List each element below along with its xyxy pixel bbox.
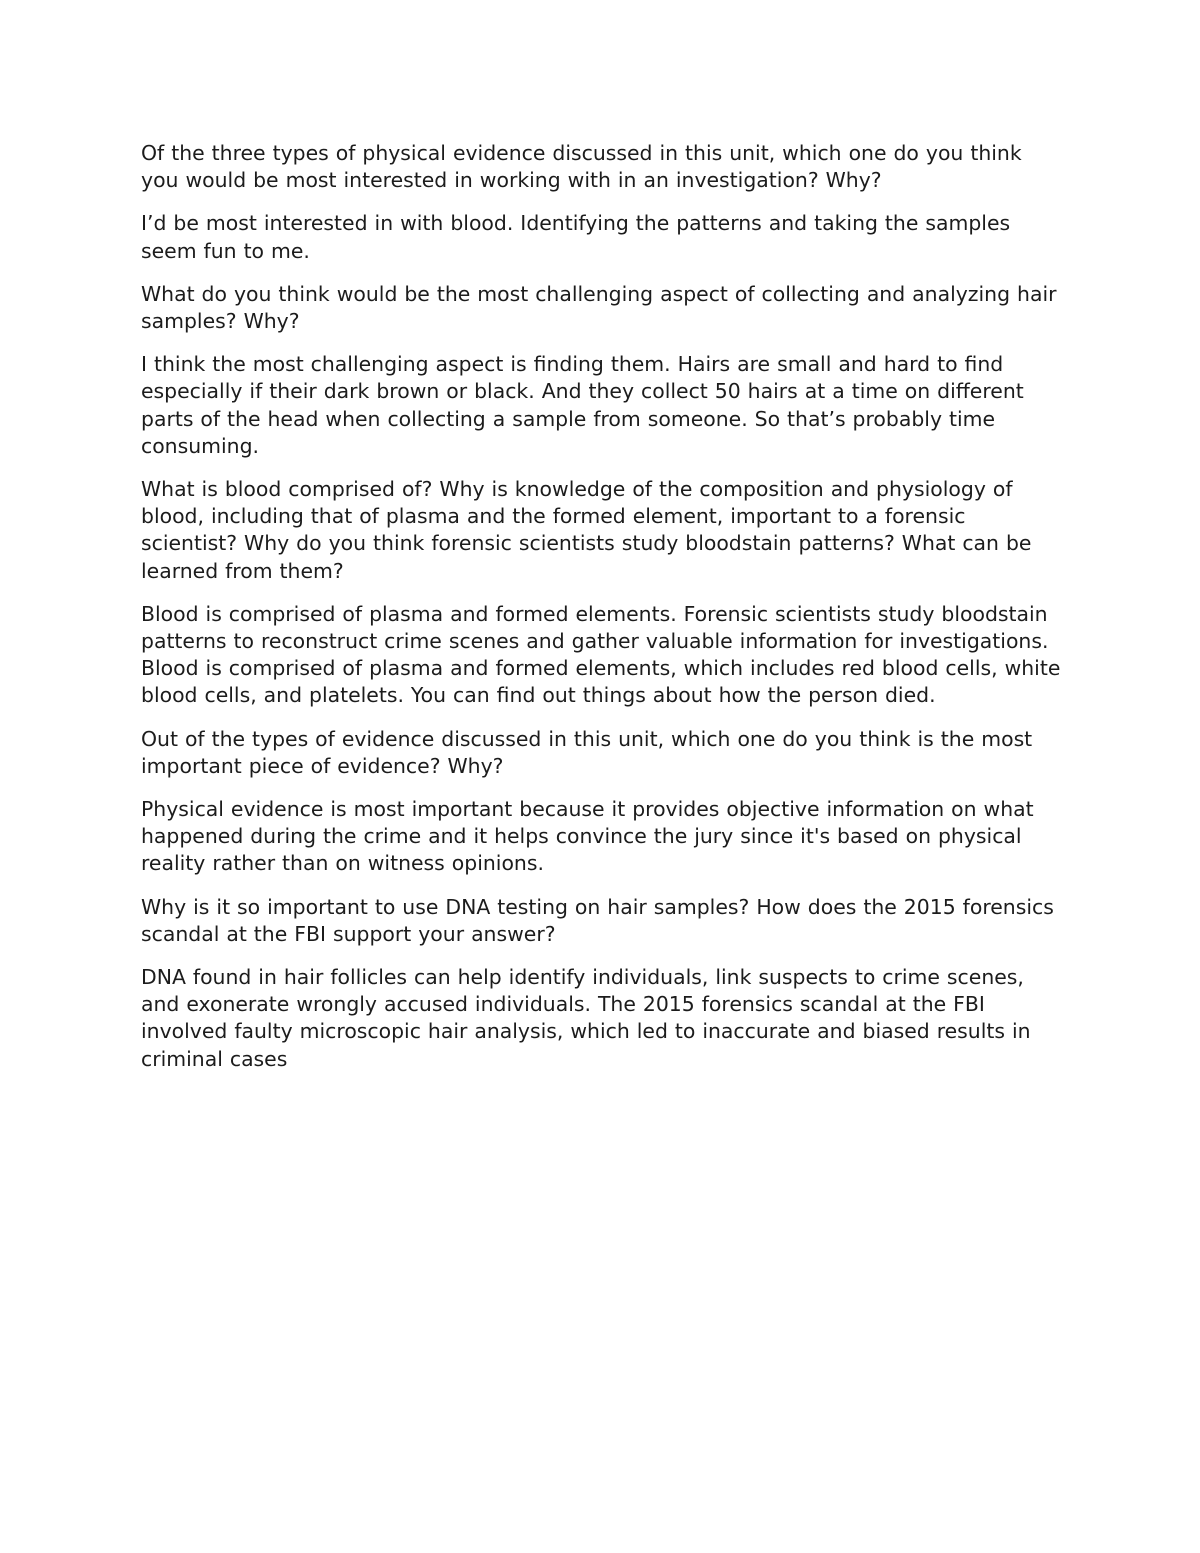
document-body	[141, 140, 1066, 1089]
answer-3: Blood is comprised of plasma and formed elements. Forensic scientists study bloodstain patterns to reconstruct crime scenes and gather valuable information for investigations. Blood is comprised of plasma and formed elements, which includes red blood cells, white blood cells, and platelets. You can find out things about how the person died.	[141, 601, 1061, 708]
answer-4: Physical evidence is most important because it provides objective information on what happened during the crime and it helps convince the jury since it's based on physical reality rather than on witness opinions.	[141, 797, 1034, 876]
question-2: What do you think would be the most challenging aspect of collecting and analyzing hair samples? Why?	[141, 281, 1057, 334]
answer-5: DNA found in hair follicles can help identify individuals, link suspects to crime scenes, and exonerate wrongly accused individuals. The 2015 forensics scandal at the FBI involved faulty microscopic hair analysis, which led to inaccurate and biased results in criminal cases	[141, 965, 1031, 1071]
answer-2: I think the most challenging aspect is finding them. Hairs are small and hard to find especially if their dark brown or black. And they collect 50 hairs at a time on different parts of the head when collecting a sample from someone. So that’s probably time consuming.	[141, 352, 1024, 458]
question-3: What is blood comprised of? Why is knowledge of the composition and physiology of blood, including that of plasma and the formed element, important to a forensic scientist? Why do you think forensic scientists study bloodstain patterns? What can be learned from them?	[141, 477, 1032, 583]
answer-1: I’d be most interested in with blood. Identifying the patterns and taking the samples seem fun to me.	[141, 211, 1011, 263]
question-4: Out of the types of evidence discussed in this unit, which one do you think is the most important piece of evidence? Why?	[141, 726, 1033, 778]
question-1: Of the three types of physical evidence discussed in this unit, which one do you think you would be most interested in working with in an investigation? Why?	[141, 141, 1022, 193]
question-5: Why is it so important to use DNA testing on hair samples? How does the 2015 forensics scandal at the FBI support your answer?	[141, 894, 1054, 946]
